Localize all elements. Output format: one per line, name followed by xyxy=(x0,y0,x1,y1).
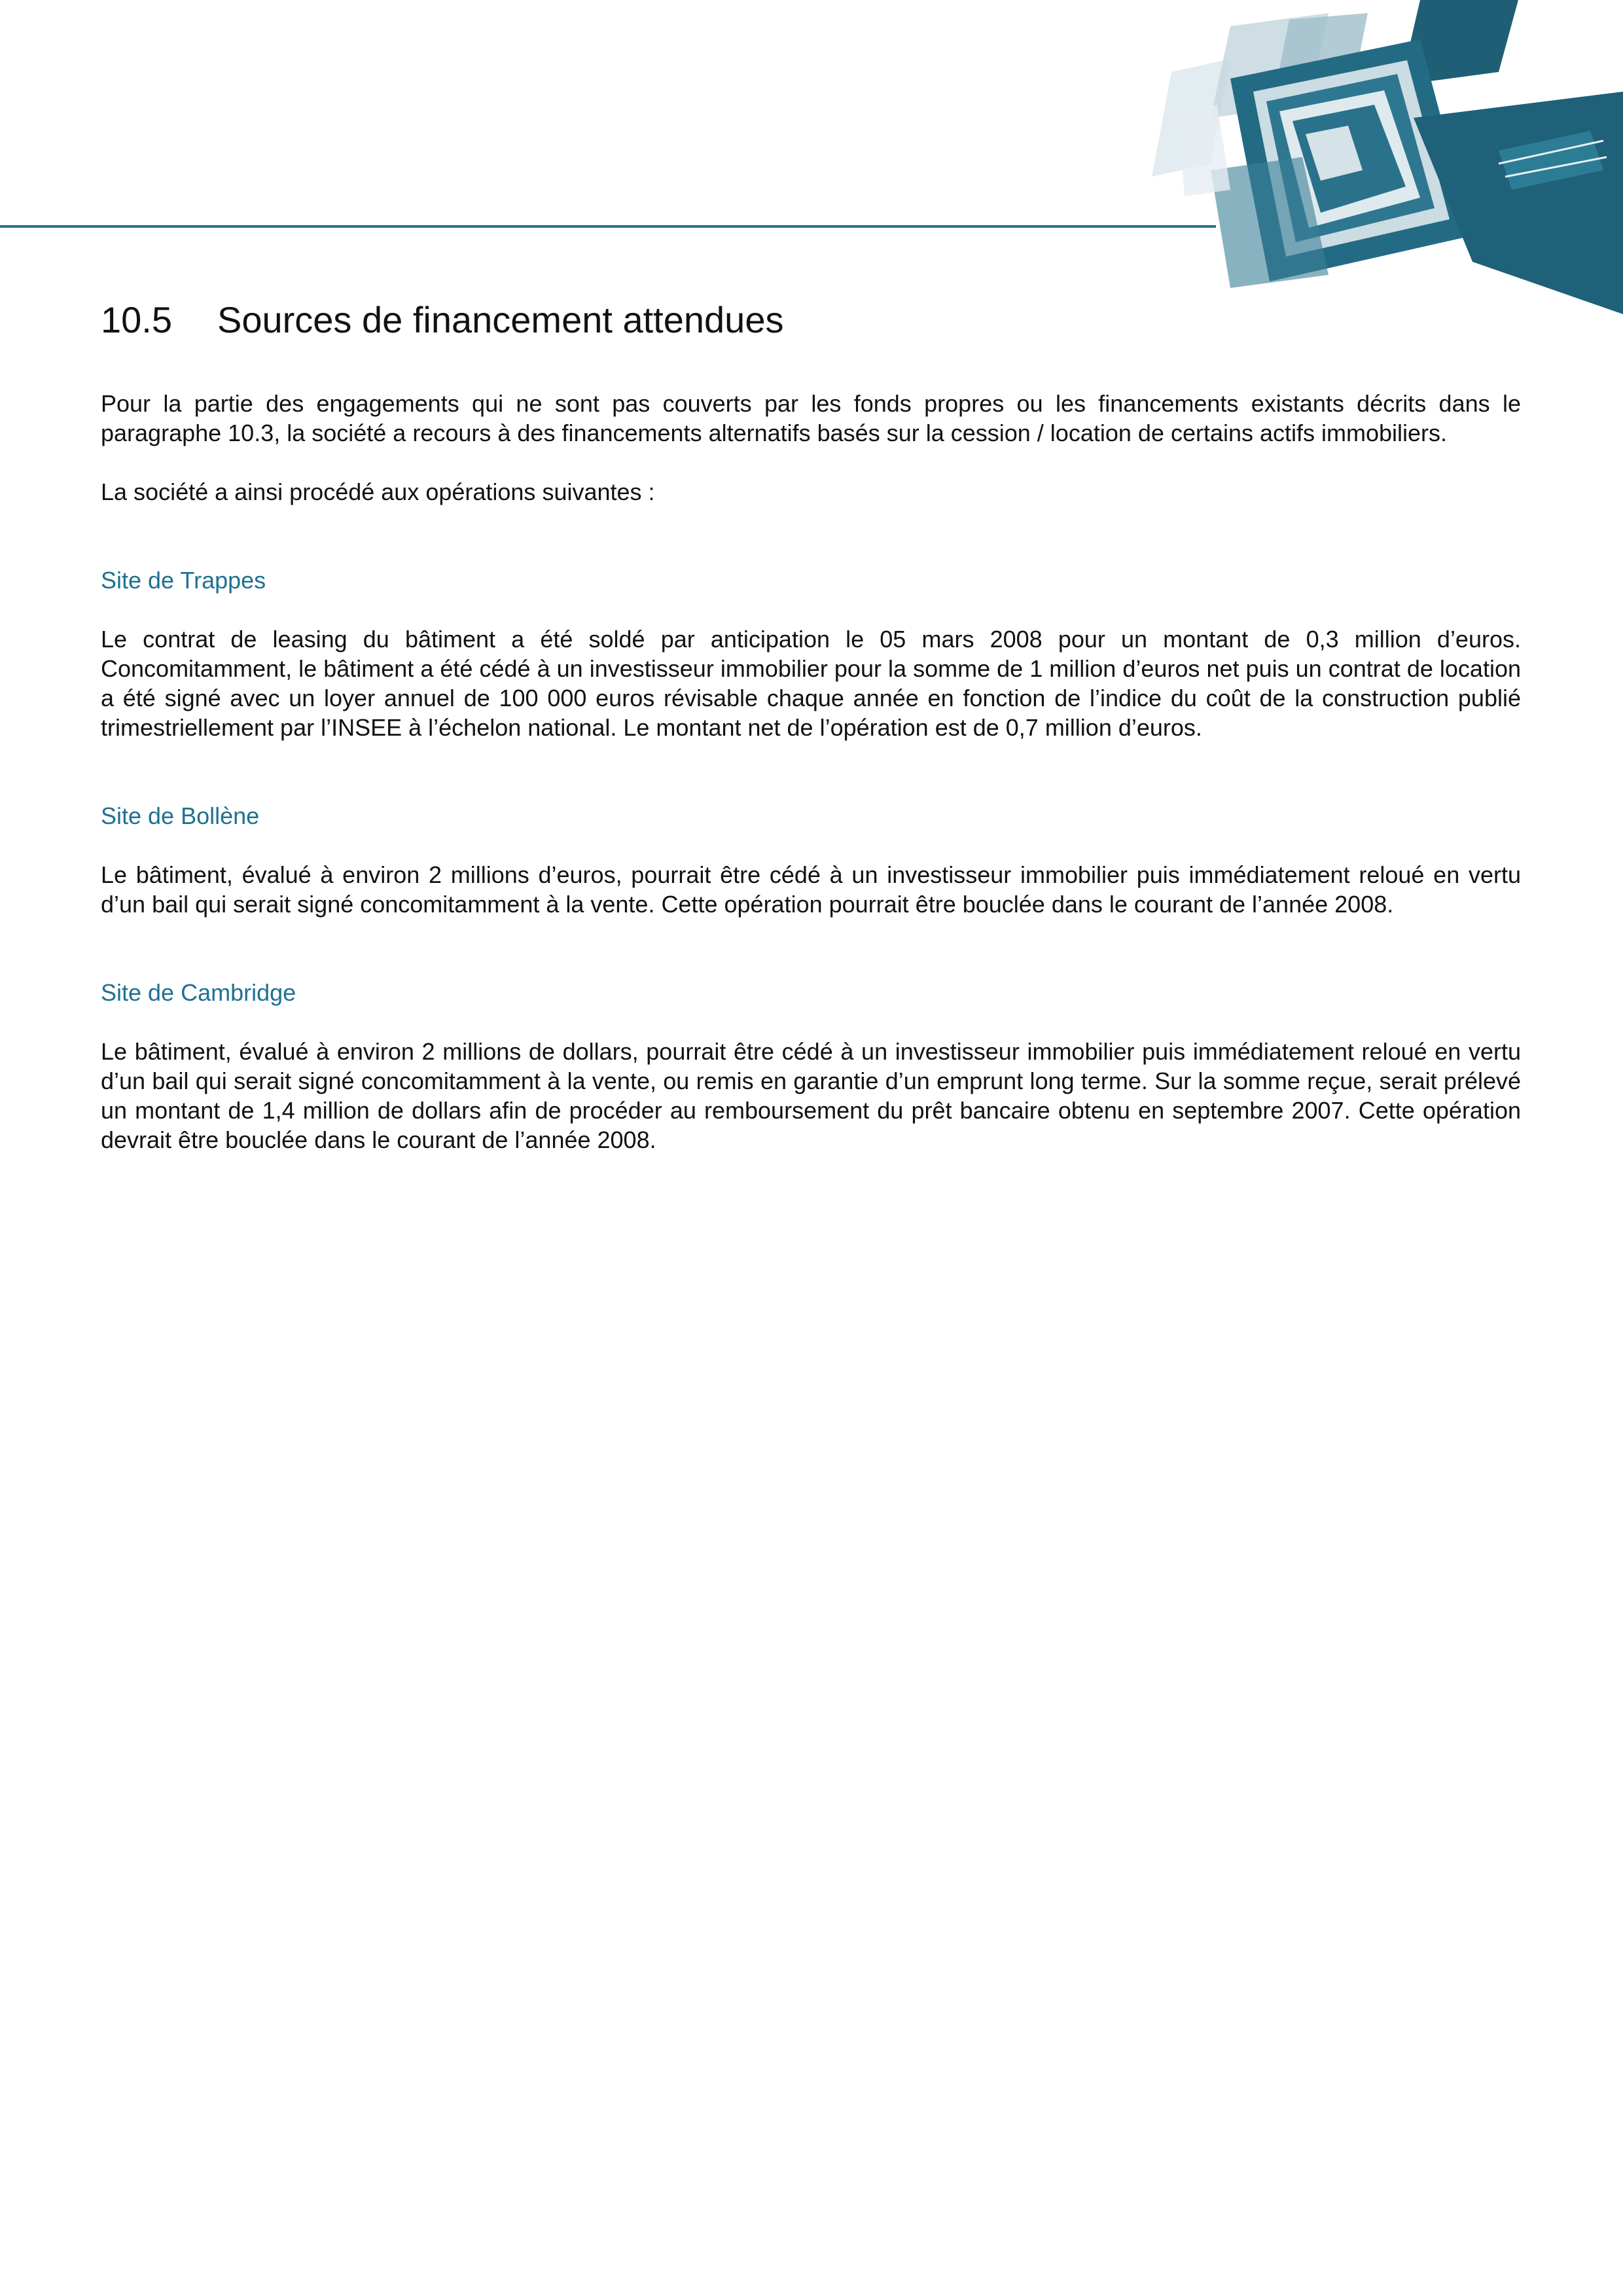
header-rule xyxy=(0,225,1216,228)
site-cambridge-heading: Site de Cambridge xyxy=(101,979,296,1007)
intro-paragraph: Pour la partie des engagements qui ne sont pas couverts par les fonds propres ou les financements existants décrits dans le paragraphe 10.3, la société a recours à des financements alternatifs basés sur la cession / location de certains actifs immobiliers. xyxy=(101,390,1521,447)
main-content xyxy=(101,298,1521,1155)
section-title xyxy=(101,298,1521,342)
header-decorative-image xyxy=(1132,0,1623,314)
site-trappes-paragraph: Le contrat de leasing du bâtiment a été soldé par anticipation le 05 mars 2008 pour un montant de 0,3 million d’euros. Concomitamment, le bâtiment a été cédé à un investisseur immobilier pour la somme de 1 million d’euros net puis un contrat de location a été signé avec un loyer annuel de 100 000 euros révisable chaque année en fonction de l’indice du coût de la construction publié trimestriellement par l’INSEE à l’échelon national. Le montant net de l’opération est de 0,7 million d’euros. xyxy=(101,626,1521,742)
intro-lead-paragraph: La société a ainsi procédé aux opérations suivantes : xyxy=(101,478,655,506)
site-cambridge-paragraph: Le bâtiment, évalué à environ 2 millions de dollars, pourrait être cédé à un investisseur immobilier puis immédiatement reloué en vertu d’un bail qui serait signé concomitamment à la vente, ou remis en garantie d’un emprunt long terme. Sur la somme reçue, serait prélevé un montant de 1,4 million de dollars afin de procéder au remboursement du prêt bancaire obtenu en septembre 2007. Cette opération devrait être bouclée dans le courant de l’année 2008. xyxy=(101,1038,1521,1154)
site-trappes-heading: Site de Trappes xyxy=(101,567,266,594)
section-number: 10.5 xyxy=(101,299,172,340)
site-bollene-heading: Site de Bollène xyxy=(101,802,260,830)
site-bollene-paragraph: Le bâtiment, évalué à environ 2 millions d’euros, pourrait être cédé à un investisseur immobilier puis immédiatement reloué en vertu d’un bail qui serait signé concomitamment à la vente. Cette opération pourrait être bouclée dans le courant de l’année 2008. xyxy=(101,861,1521,918)
section-title-text: Sources de financement attendues xyxy=(217,299,784,340)
